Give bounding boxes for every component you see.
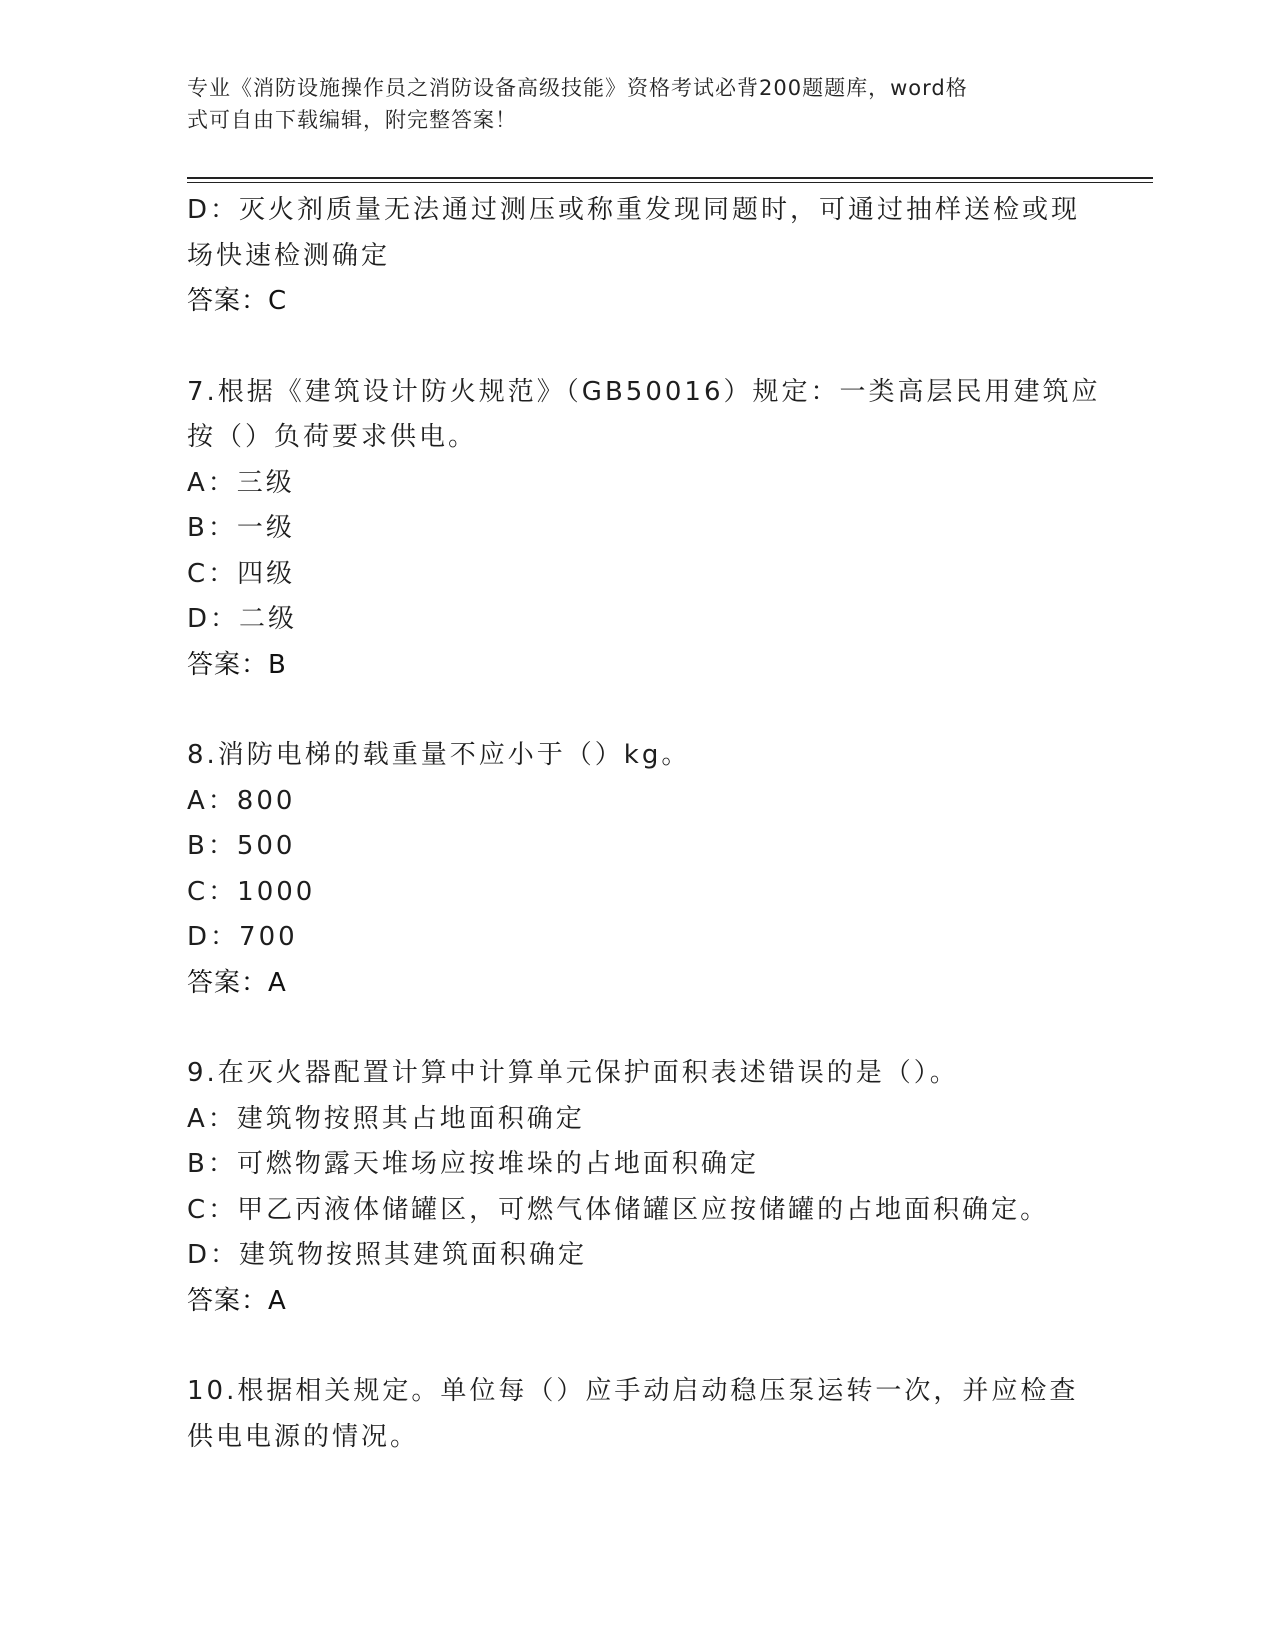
question-block-7 (187, 370, 1101, 689)
option-d: D：灭火剂质量无法通过测压或称重发现同题时，可通过抽样送检或现 (187, 195, 1081, 225)
option-d: D：二级 (187, 604, 298, 634)
option-b: B：500 (187, 831, 296, 861)
question-block-10 (187, 1369, 1087, 1460)
answer-line: 答案：C (187, 286, 288, 316)
question-block-8 (187, 733, 1087, 1006)
answer-line: 答案：B (187, 649, 287, 680)
question-stem: 9.在灭火器配置计算中计算单元保护面积表述错误的是（）。 (187, 1058, 959, 1088)
question-stem: 8.消防电梯的载重量不应小于（）kg。 (187, 740, 691, 770)
option-d-continued: 场快速检测确定 (187, 240, 391, 271)
spacer (187, 1006, 1087, 1051)
answer-line: 答案：A (187, 967, 287, 998)
question-block-9 (187, 1051, 1087, 1324)
spacer (187, 325, 1087, 370)
spacer (187, 688, 1087, 733)
option-a: A：三级 (187, 467, 295, 498)
header-line-1: 专业《消防设施操作员之消防设备高级技能》资格考试必背200题题库，word格 (187, 76, 968, 100)
question-stem: 10.根据相关规定。单位每（）应手动启动稳压泵运转一次，并应检查 (187, 1376, 1079, 1406)
option-d: D：建筑物按照其建筑面积确定 (187, 1240, 588, 1270)
spacer (187, 1324, 1087, 1369)
question-stem: 7.根据《建筑设计防火规范》（GB50016）规定：一类高层民用建筑应 (187, 376, 1101, 407)
option-b: B：可燃物露天堆场应按堆垛的占地面积确定 (187, 1149, 759, 1179)
question-stem-continued: 供电电源的情况。 (187, 1421, 420, 1452)
option-a: A：建筑物按照其占地面积确定 (187, 1103, 585, 1134)
answer-line: 答案：A (187, 1285, 287, 1316)
header-divider-thick (187, 177, 1153, 179)
question-block-6-tail (187, 188, 1087, 325)
option-a: A：800 (187, 785, 296, 816)
option-c: C：1000 (187, 876, 316, 907)
header-line-2: 式可自由下载编辑，附完整答案！ (187, 108, 517, 132)
question-stem-continued: 按（）负荷要求供电。 (187, 422, 478, 452)
question-list (187, 188, 1101, 1460)
header-divider-thin (187, 182, 1153, 183)
option-c: C：四级 (187, 558, 296, 589)
document-header (187, 72, 1067, 136)
option-b: B：一级 (187, 513, 295, 543)
option-c: C：甲乙丙液体储罐区，可燃气体储罐区应按储罐的占地面积确定。 (187, 1194, 1050, 1225)
option-d: D：700 (187, 922, 298, 952)
